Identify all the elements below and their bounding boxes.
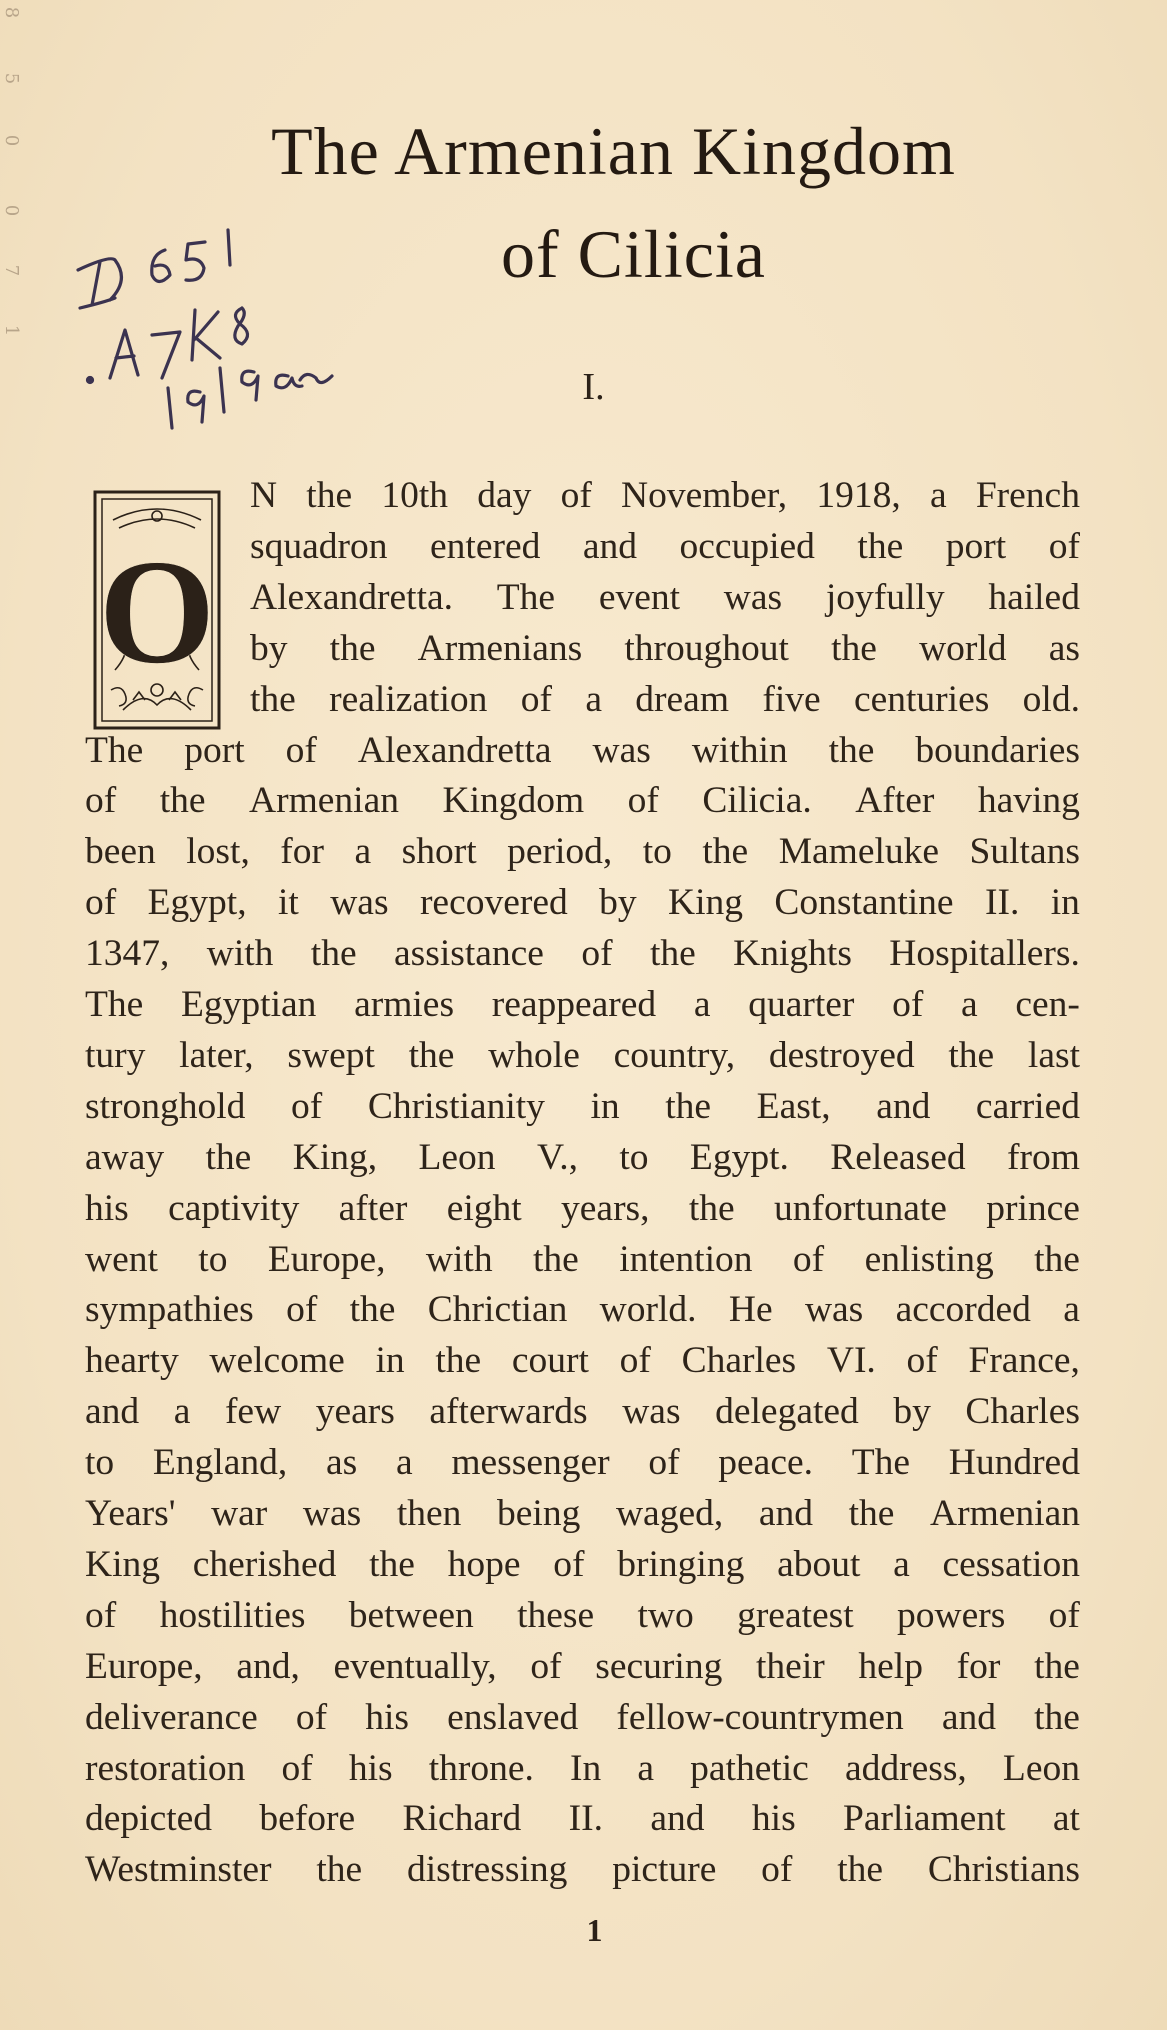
word: France,	[968, 1340, 1080, 1382]
word: welcome	[209, 1340, 345, 1382]
word: then	[396, 1493, 462, 1534]
word: II.	[568, 1798, 603, 1840]
word: port	[945, 525, 1007, 567]
word: the	[250, 678, 296, 720]
word: the	[316, 1849, 363, 1891]
margin-mark: 8	[1, 6, 23, 19]
word: recovered	[419, 882, 568, 924]
word: and	[758, 1493, 813, 1534]
word: by	[599, 882, 637, 924]
word: of	[520, 678, 552, 720]
word: the	[857, 525, 904, 567]
word: the	[369, 1543, 415, 1585]
word: assistance	[394, 933, 544, 975]
word: Cilicia.	[702, 780, 812, 822]
word: The	[851, 1442, 911, 1484]
word: Years'	[85, 1493, 176, 1534]
word: short	[401, 831, 477, 873]
word: Armenian	[930, 1493, 1080, 1534]
word: world	[919, 627, 1007, 669]
text-line	[85, 930, 1080, 978]
word: cessation	[942, 1543, 1080, 1585]
word: of	[627, 780, 659, 822]
word: eight	[446, 1187, 522, 1229]
word: destroyed	[768, 1034, 915, 1076]
word: joyfully	[825, 576, 945, 618]
word: Released	[830, 1136, 966, 1178]
word: was	[622, 1391, 681, 1433]
word: a	[893, 1543, 910, 1585]
word: his	[751, 1798, 796, 1840]
word: having	[977, 780, 1080, 822]
word: realization	[329, 678, 488, 720]
text-line	[250, 625, 1080, 673]
word: within	[691, 729, 788, 771]
word: of	[1048, 1594, 1080, 1636]
word: The	[85, 984, 144, 1025]
word: of	[286, 1289, 318, 1331]
word: cen-	[1015, 984, 1080, 1025]
word: captivity	[168, 1187, 300, 1229]
word: prince	[986, 1187, 1080, 1229]
word: Constantine	[774, 882, 954, 924]
word: with	[425, 1238, 493, 1280]
word: picture	[612, 1849, 717, 1891]
word: 10th	[381, 475, 448, 516]
word: a	[693, 984, 711, 1025]
word: Hundred	[948, 1442, 1080, 1484]
text-line	[85, 1643, 1080, 1691]
text-line	[250, 574, 1080, 622]
word: King	[85, 1543, 160, 1585]
word: world.	[599, 1289, 697, 1331]
word: Alexandretta	[357, 729, 552, 771]
text-line	[85, 777, 1080, 825]
word: before	[259, 1798, 356, 1840]
word: a	[1063, 1289, 1080, 1331]
word: delegated	[715, 1391, 859, 1433]
text-line	[85, 1032, 1080, 1080]
word: fellow-countrymen	[616, 1696, 904, 1738]
word: and,	[236, 1645, 300, 1687]
text-line	[85, 1694, 1080, 1742]
word: securing	[595, 1645, 723, 1687]
word: the	[649, 933, 696, 975]
word: from	[1007, 1136, 1080, 1178]
word: the	[349, 1289, 396, 1331]
text-line	[85, 1185, 1080, 1233]
word: address,	[844, 1747, 967, 1789]
word: Europe,	[85, 1645, 203, 1687]
word: of	[530, 1645, 562, 1687]
word: Egypt.	[689, 1136, 789, 1178]
word: Alexandretta.	[250, 576, 454, 618]
word: eventually,	[333, 1645, 497, 1687]
ornamental-drop-cap	[93, 490, 221, 730]
word: waged,	[615, 1493, 724, 1534]
word: the	[828, 729, 875, 771]
word: After	[855, 780, 935, 822]
page-title-line-2: of Cilicia	[501, 216, 766, 292]
word: Sultans	[969, 831, 1080, 873]
text-line	[85, 981, 1080, 1029]
word: Christianity	[367, 1085, 545, 1127]
word: greatest	[737, 1594, 854, 1636]
word: French	[975, 475, 1080, 516]
word: was	[723, 576, 783, 618]
text-line	[85, 1795, 1080, 1843]
word: Europe,	[267, 1238, 386, 1280]
word: deliverance	[85, 1696, 258, 1738]
word: Egyptian	[181, 984, 317, 1025]
word: country,	[613, 1034, 736, 1076]
word: of	[906, 1340, 938, 1382]
word: Charles	[965, 1391, 1080, 1433]
word: quarter	[748, 984, 855, 1025]
word: Richard	[402, 1798, 522, 1840]
word: In	[570, 1747, 602, 1789]
text-line	[85, 1439, 1080, 1487]
word: away	[85, 1136, 165, 1178]
word: restoration	[85, 1747, 246, 1789]
word: five	[762, 678, 821, 720]
word: Hospitallers.	[889, 933, 1080, 975]
word: of	[295, 1696, 328, 1738]
word: the	[688, 1187, 735, 1229]
word: and	[582, 525, 638, 567]
word: the	[306, 475, 353, 516]
word: to	[198, 1238, 228, 1280]
margin-binding-marks	[2, 0, 32, 380]
word: was	[592, 729, 651, 771]
word: it	[277, 882, 299, 924]
word: and	[650, 1798, 705, 1840]
word: Charles	[681, 1340, 797, 1382]
word: hailed	[988, 576, 1080, 618]
word: the	[408, 1034, 455, 1076]
word: armies	[354, 984, 455, 1025]
word: a	[585, 678, 602, 720]
word: been	[85, 831, 156, 873]
word: old.	[1022, 678, 1080, 720]
word: the	[837, 1849, 884, 1891]
word: of	[648, 1442, 680, 1484]
word: of	[1048, 525, 1080, 567]
text-line	[85, 879, 1080, 927]
word: of	[761, 1849, 793, 1891]
word: of	[792, 1238, 825, 1280]
word: stronghold	[85, 1085, 246, 1127]
word: V.,	[536, 1136, 578, 1178]
word: Mameluke	[778, 831, 940, 873]
word: to	[642, 831, 672, 873]
word: their	[756, 1645, 825, 1687]
word: his	[85, 1187, 129, 1229]
page-title-line-1: The Armenian Kingdom	[271, 113, 956, 189]
word: accorded	[895, 1289, 1031, 1331]
word: after	[338, 1187, 408, 1229]
word: two	[637, 1594, 694, 1636]
word: of	[85, 882, 117, 924]
word: swept	[287, 1034, 375, 1076]
word: being	[497, 1493, 581, 1534]
word: his	[348, 1747, 393, 1789]
word: a	[395, 1442, 413, 1484]
section-number: I.	[582, 366, 605, 408]
word: Christians	[927, 1849, 1080, 1891]
drop-cap-letter: O	[98, 529, 216, 695]
word: years,	[561, 1187, 650, 1229]
word: a	[961, 984, 978, 1025]
word: He	[728, 1289, 773, 1331]
word: help	[858, 1645, 923, 1687]
word: enlisting	[864, 1238, 994, 1280]
word: Egypt,	[147, 882, 247, 924]
word: to	[85, 1442, 115, 1484]
word: hope	[447, 1543, 521, 1585]
text-line	[85, 727, 1080, 775]
word: in	[375, 1340, 405, 1382]
text-line	[85, 1236, 1080, 1284]
word: in	[590, 1085, 620, 1127]
word: King,	[292, 1136, 378, 1178]
word: a	[637, 1747, 655, 1789]
word: day	[477, 475, 532, 516]
word: his	[365, 1696, 409, 1738]
word: was	[804, 1289, 864, 1331]
word: the	[310, 933, 357, 975]
margin-mark: 0	[1, 134, 23, 147]
word: port	[184, 729, 245, 771]
word: November,	[621, 475, 788, 516]
word: of	[581, 933, 613, 975]
word: of	[291, 1085, 323, 1127]
word: in	[1050, 882, 1080, 924]
text-line	[85, 1134, 1080, 1182]
word: centuries	[853, 678, 990, 720]
word: the	[329, 627, 376, 669]
word: entered	[430, 525, 541, 567]
word: and	[876, 1085, 931, 1127]
word: King	[668, 882, 744, 924]
word: few	[224, 1391, 282, 1433]
word: distressing	[406, 1849, 568, 1891]
word: court	[511, 1340, 589, 1382]
text-line	[85, 1388, 1080, 1436]
word: the	[665, 1085, 712, 1127]
word: depicted	[85, 1798, 213, 1840]
word: a	[173, 1391, 191, 1433]
word: the	[159, 780, 206, 822]
ornament-icon	[93, 490, 221, 730]
word: period,	[507, 831, 613, 873]
word: later,	[179, 1034, 254, 1076]
word: East,	[756, 1085, 831, 1127]
word: the	[1034, 1238, 1080, 1280]
word: between	[348, 1594, 474, 1636]
word: intention	[619, 1238, 753, 1280]
word: these	[517, 1594, 595, 1636]
word: sympathies	[85, 1289, 254, 1331]
word: Chrictian	[427, 1289, 568, 1331]
word: throne.	[428, 1747, 534, 1789]
word: the	[532, 1238, 579, 1280]
word: the	[702, 831, 749, 873]
word: The	[85, 729, 144, 771]
word: Knights	[733, 933, 852, 975]
word: event	[598, 576, 681, 618]
text-line	[85, 1490, 1080, 1538]
word: reappeared	[491, 984, 657, 1025]
word: tury	[85, 1034, 146, 1076]
word: of	[560, 475, 592, 516]
word: war	[211, 1493, 268, 1534]
text-line	[85, 1083, 1080, 1131]
word: The	[496, 576, 556, 618]
word: and	[85, 1391, 140, 1433]
word: the	[831, 627, 877, 669]
word: years	[315, 1391, 395, 1433]
text-line	[85, 1337, 1080, 1385]
word: afterwards	[429, 1391, 588, 1433]
word: of	[281, 1747, 313, 1789]
text-line	[250, 676, 1080, 724]
word: Westminster	[85, 1849, 272, 1891]
word: to	[619, 1136, 649, 1178]
word: lost,	[186, 831, 250, 873]
word: squadron	[250, 525, 388, 567]
text-line	[250, 523, 1080, 571]
word: of	[619, 1340, 651, 1382]
word: the	[1034, 1645, 1080, 1687]
word: whole	[488, 1034, 580, 1076]
word: hostilities	[159, 1594, 306, 1636]
word: hearty	[85, 1340, 179, 1382]
word: Armenians	[417, 627, 583, 669]
word: messenger	[451, 1442, 610, 1484]
margin-mark: 5	[1, 72, 23, 85]
word: powers	[897, 1594, 1006, 1636]
word: carried	[975, 1085, 1080, 1127]
word: was	[302, 1493, 362, 1534]
word: last	[1027, 1034, 1080, 1076]
word: of	[892, 984, 924, 1025]
page-number: 1	[586, 1912, 603, 1948]
word: by	[893, 1391, 931, 1433]
word: peace.	[718, 1442, 813, 1484]
word: throughout	[624, 627, 789, 669]
word: for	[280, 831, 325, 873]
word: of	[85, 1594, 117, 1636]
text-line	[85, 828, 1080, 876]
word: and	[941, 1696, 997, 1738]
text-line	[85, 1745, 1080, 1793]
text-line	[85, 1286, 1080, 1334]
word: enslaved	[447, 1696, 579, 1738]
word: by	[250, 627, 288, 669]
word: unfortunate	[774, 1187, 947, 1229]
word: occupied	[679, 525, 815, 567]
word: dream	[635, 678, 729, 720]
word: Kingdom	[442, 780, 585, 822]
word: 1918,	[816, 475, 901, 516]
word: the	[848, 1493, 895, 1534]
word: bringing	[617, 1543, 745, 1585]
word: at	[1052, 1798, 1080, 1840]
text-line	[85, 1846, 1080, 1894]
word: Leon	[418, 1136, 496, 1178]
word: as	[1048, 627, 1080, 669]
word: Parliament	[843, 1798, 1006, 1840]
word: of	[85, 780, 117, 822]
word: boundaries	[915, 729, 1080, 771]
word: cherished	[192, 1543, 337, 1585]
word: the	[205, 1136, 252, 1178]
word: Leon	[1002, 1747, 1080, 1789]
margin-mark: 0	[1, 204, 23, 217]
word: a	[354, 831, 372, 873]
word: pathetic	[690, 1747, 809, 1789]
word: VI.	[826, 1340, 876, 1382]
word: 1347,	[85, 933, 170, 975]
margin-mark: 1	[1, 324, 23, 337]
word: about	[777, 1543, 861, 1585]
word: England,	[152, 1442, 288, 1484]
word: was	[330, 882, 389, 924]
word: as	[325, 1442, 358, 1484]
word: for	[956, 1645, 1001, 1687]
text-line	[250, 472, 1080, 520]
text-line	[85, 1541, 1080, 1589]
word: the	[948, 1034, 995, 1076]
word: with	[206, 933, 274, 975]
word: Armenian	[249, 780, 399, 822]
word: of	[285, 729, 317, 771]
word: the	[1034, 1696, 1080, 1738]
word: N	[250, 475, 278, 516]
word: II.	[984, 882, 1020, 924]
word: of	[553, 1543, 585, 1585]
margin-mark: 7	[1, 264, 23, 277]
text-line	[85, 1592, 1080, 1640]
word: a	[929, 475, 947, 516]
word: the	[435, 1340, 482, 1382]
word: went	[85, 1238, 158, 1280]
